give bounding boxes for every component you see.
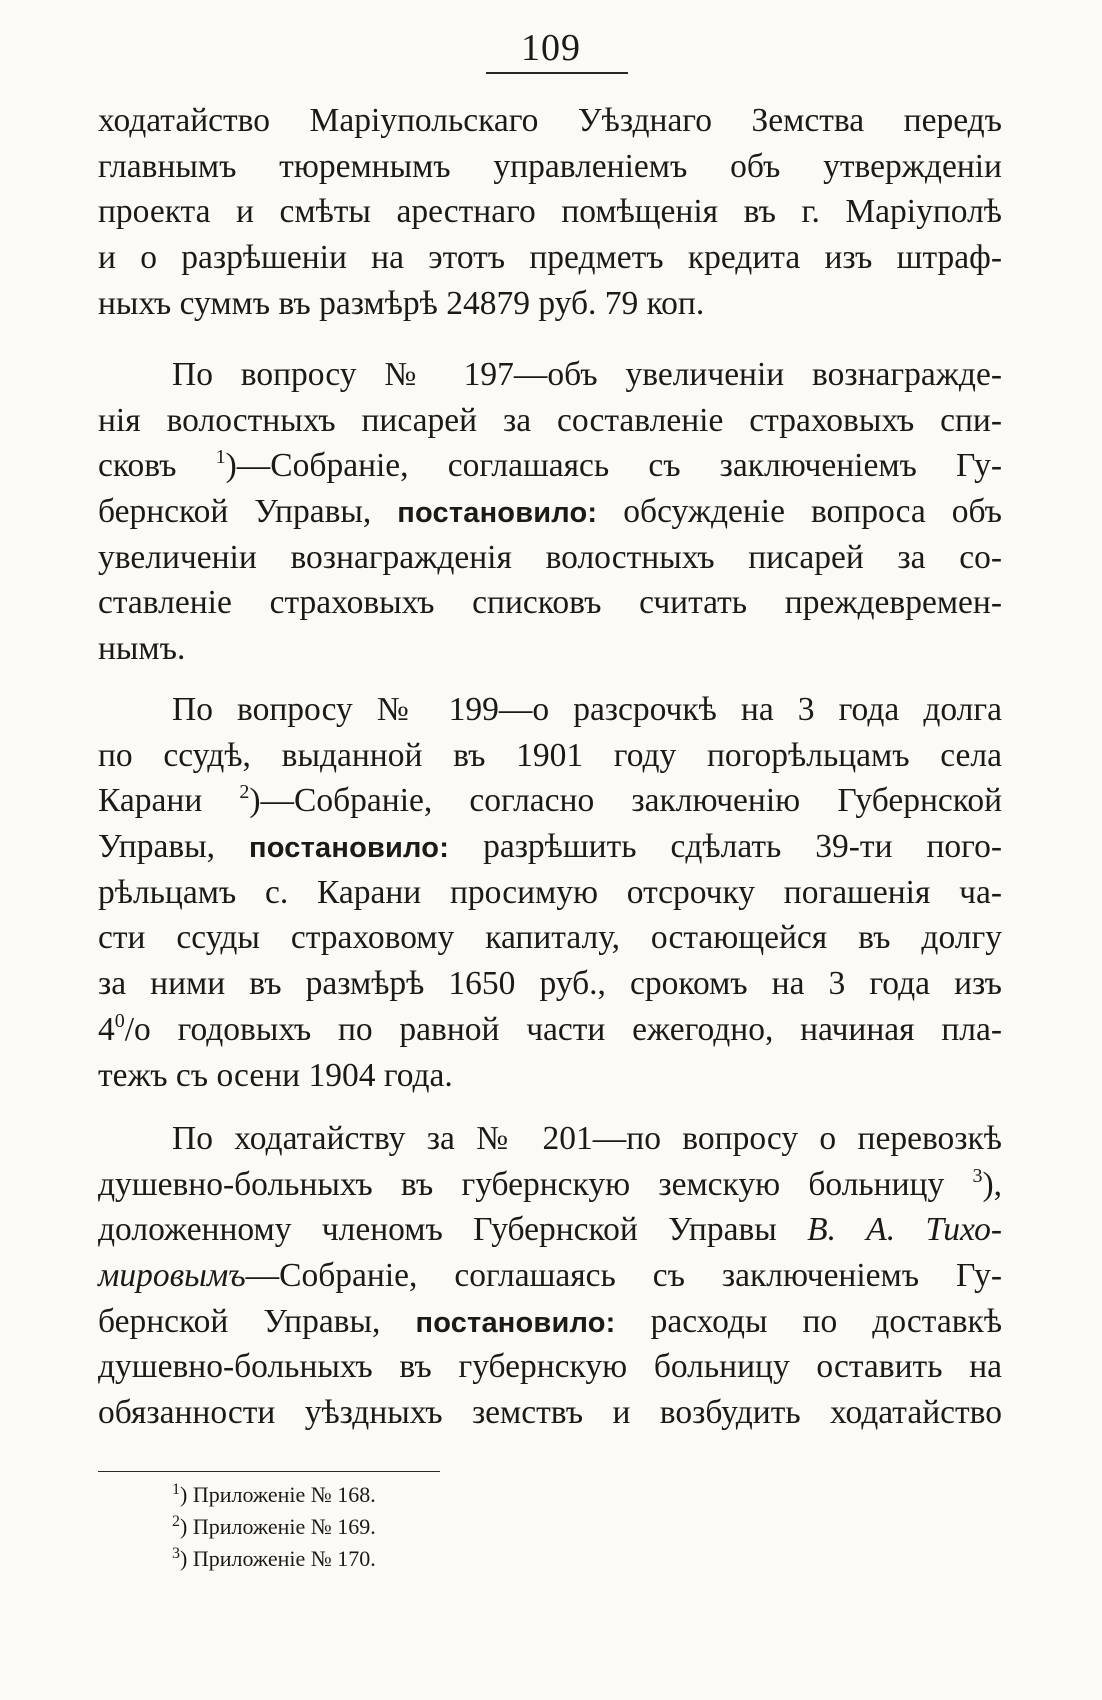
- line-text: обсужденіе вопроса объ: [597, 493, 1002, 531]
- footnote-mark: 2: [172, 1513, 180, 1530]
- line-text: душевно-больныхъ въ губернскую земскую больницу: [98, 1165, 973, 1203]
- paragraph: [98, 352, 1002, 672]
- footnote: [172, 1479, 376, 1511]
- text-line: [98, 352, 1002, 398]
- text-line: [98, 1007, 1002, 1053]
- line-text: расходы по доставкѣ: [615, 1302, 1003, 1340]
- text-line: [98, 489, 1002, 535]
- text-line: [98, 443, 1002, 489]
- footnote-text: ) Приложеніе № 169.: [180, 1514, 376, 1539]
- line-text: По вопросу № 199—о разсрочкѣ на 3 года долга: [172, 691, 1002, 728]
- text-line: ставленіе страховыхъ списковъ считать преждевремен-: [98, 584, 1002, 622]
- text-line: [98, 1299, 1002, 1345]
- footnote-mark: 3: [172, 1545, 180, 1562]
- line-text: разрѣшить сдѣлать 39-ти пого-: [449, 828, 1002, 866]
- footnote-text: ) Приложеніе № 170.: [180, 1546, 376, 1571]
- line-text: бернской Управы,: [98, 493, 398, 531]
- line-text: сковъ: [98, 447, 216, 485]
- text-line: за ними въ размѣрѣ 1650 руб., срокомъ на 3 года изъ: [98, 965, 1002, 1003]
- line-text: По ходатайству за № 201—по вопросу о перевозкѣ: [172, 1120, 1002, 1157]
- line-text: ),: [982, 1165, 1002, 1203]
- footnote-ref: 2: [239, 781, 250, 804]
- line-text: бернской Управы,: [98, 1302, 416, 1340]
- text-line: [98, 1207, 1002, 1253]
- page-number: 109: [521, 27, 581, 69]
- text-line: главнымъ тюремнымъ управленіемъ объ утвержденіи: [98, 147, 1002, 185]
- footnote-text: ) Приложеніе № 168.: [180, 1482, 376, 1507]
- text-line: проекта и смѣты арестнаго помѣщенія въ г. Маріуполѣ: [98, 193, 1002, 231]
- line-text: —Собраніе, соглашаясь съ заключеніемъ Гу-: [245, 1257, 1002, 1295]
- footnote-ref: 1: [215, 446, 226, 469]
- person-name: В. А. Тихо-: [807, 1211, 1002, 1249]
- text-line: ходатайство Маріупольскаго Уѣзднаго Земства передъ: [98, 102, 1002, 139]
- text-line: рѣльцамъ с. Карани просимую отсрочку погашенія ча-: [98, 873, 1002, 911]
- line-text: )—Собраніе, соглашаясь съ заключеніемъ Гу-: [225, 447, 1003, 485]
- text-line: и о разрѣшеніи на этотъ предметъ кредита изъ штраф-: [98, 239, 1002, 277]
- line-text: Карани: [98, 782, 240, 820]
- text-line: нымъ.: [98, 630, 186, 668]
- text-line: [98, 778, 1002, 824]
- line-text: /о годовыхъ по равной части ежегодно, начиная пла-: [124, 1010, 1002, 1048]
- text-line: душевно-больныхъ въ губернскую больницу оставить на: [98, 1348, 1002, 1386]
- paragraph: [98, 98, 1002, 326]
- text-line: тежъ съ осени 1904 года.: [98, 1056, 453, 1094]
- resolution-keyword: постановило:: [415, 1306, 616, 1339]
- footnote-mark: 1: [172, 1481, 180, 1498]
- footnote: [172, 1543, 376, 1575]
- text-line: ныхъ суммъ въ размѣрѣ 24879 руб. 79 коп.: [98, 284, 705, 322]
- line-text: Управы,: [98, 828, 250, 866]
- footnote-ref: 3: [972, 1164, 983, 1187]
- text-line: обязанности уѣздныхъ земствъ и возбудить ходатайство: [98, 1394, 1002, 1432]
- footnotes: [172, 1479, 376, 1575]
- line-text: 4: [98, 1010, 115, 1048]
- paragraph: [98, 1116, 1002, 1436]
- header-rule: [486, 72, 628, 74]
- paragraph: [98, 687, 1002, 1098]
- text-line: увеличеніи вознагражденія волостныхъ писарей за со-: [98, 538, 1002, 576]
- text-line: [98, 824, 1002, 870]
- text-line: [98, 1116, 1002, 1162]
- person-name: мировымъ: [98, 1257, 246, 1295]
- resolution-keyword: постановило:: [397, 497, 598, 530]
- line-text: доложенному членомъ Губернской Управы: [98, 1211, 808, 1249]
- text-line: [98, 1253, 1002, 1299]
- percent-sup: 0: [114, 1009, 125, 1032]
- text-line: сти ссуды страховому капиталу, остающейся въ долгу: [98, 919, 1002, 957]
- footnote-rule: [98, 1471, 440, 1472]
- resolution-keyword: постановило:: [249, 832, 450, 865]
- line-text: )—Собраніе, согласно заключенію Губернской: [249, 782, 1002, 820]
- text-line: [98, 1162, 1002, 1208]
- text-line: по ссудѣ, выданной въ 1901 году погорѣльцамъ села: [98, 736, 1002, 774]
- text-line: [98, 687, 1002, 733]
- footnote: [172, 1511, 376, 1543]
- text-line: нія волостныхъ писарей за составленіе страховыхъ спи-: [98, 401, 1002, 439]
- line-text: По вопросу № 197—объ увеличеніи вознагражде-: [172, 356, 1002, 393]
